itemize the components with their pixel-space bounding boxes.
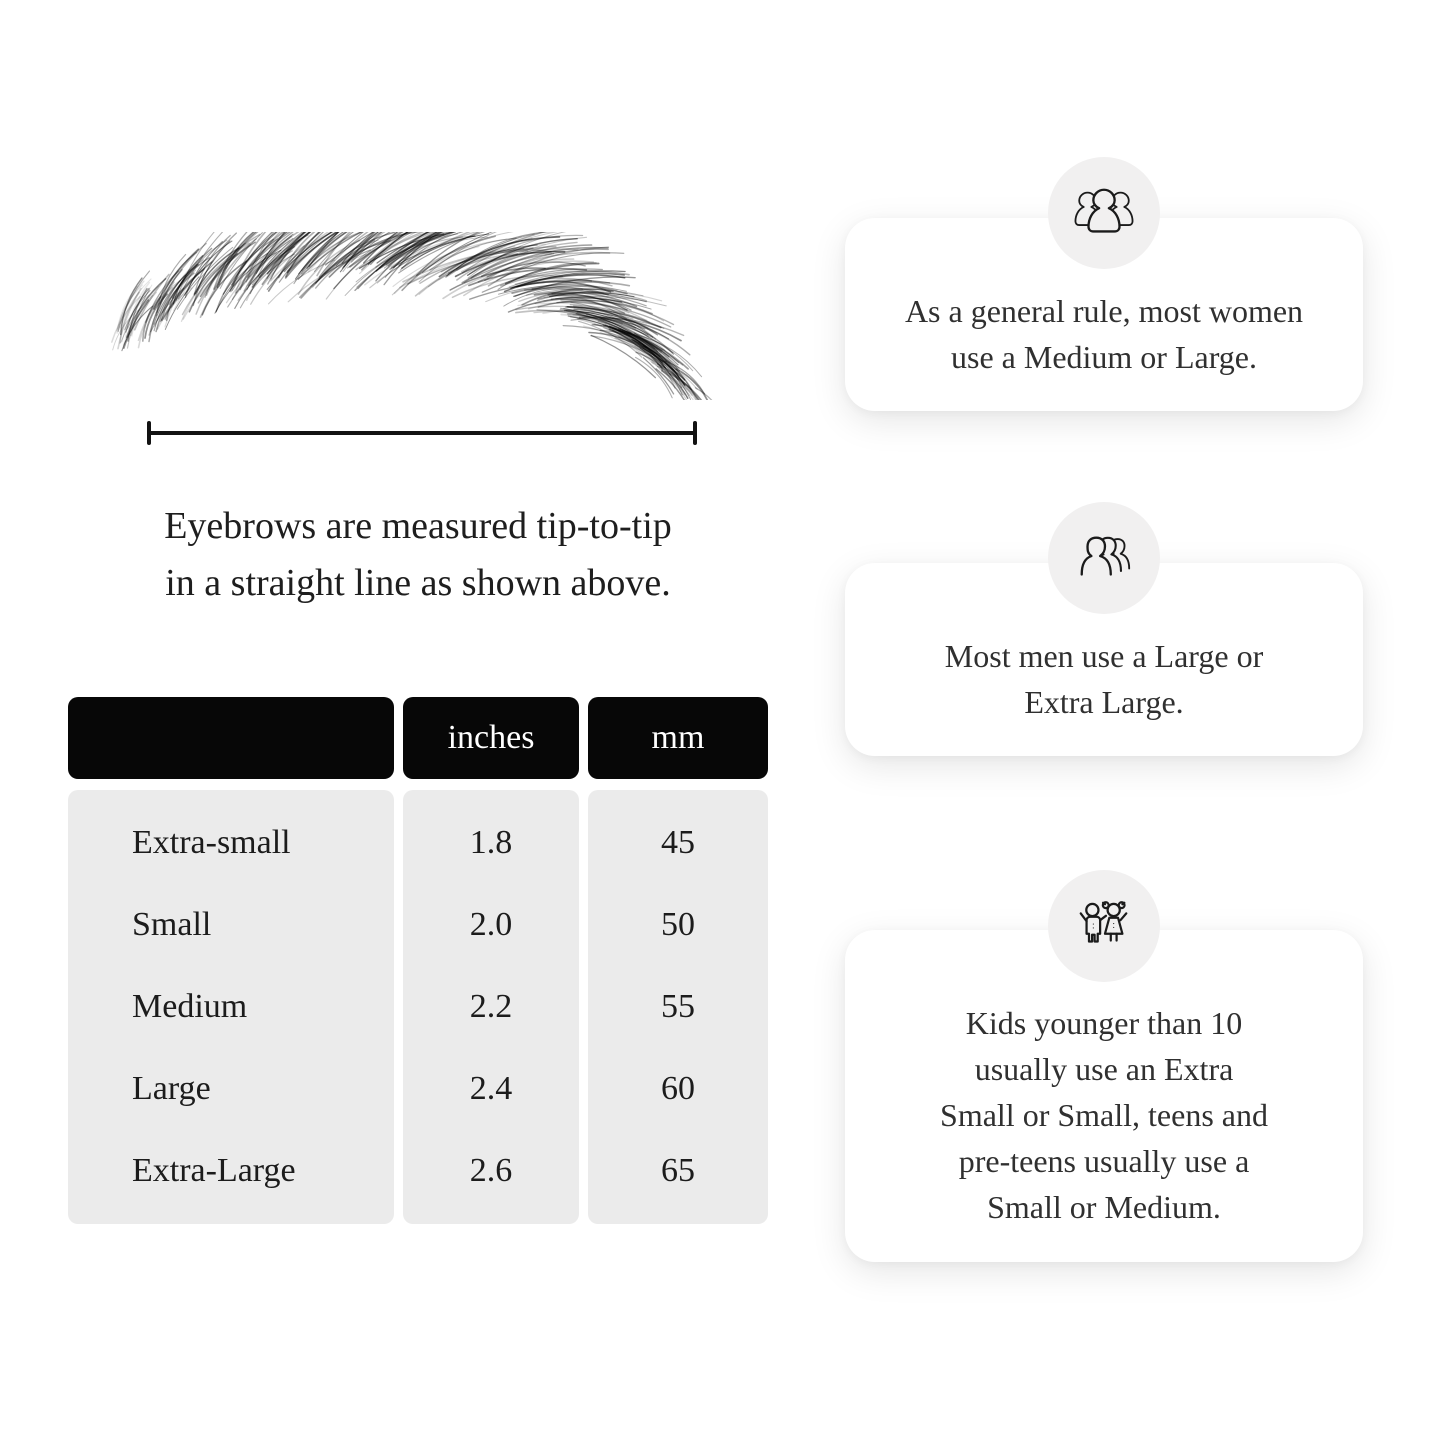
header-cell-inches: inches	[403, 697, 579, 779]
table-cell-label: Medium	[132, 988, 248, 1025]
table-cell-inches: 1.8	[469, 824, 513, 861]
header-cell-mm: mm	[588, 697, 768, 779]
card-text-line: usually use an Extra	[974, 1051, 1234, 1087]
card-kids-text	[845, 1000, 1363, 1230]
measurement-bar	[147, 431, 697, 435]
table-column-inches	[403, 790, 579, 1224]
header-cell-size	[68, 697, 394, 779]
card-text-line: Small or Medium.	[987, 1189, 1221, 1225]
table-cell-mm: 65	[661, 1152, 695, 1189]
table-cell-inches: 2.4	[469, 1070, 513, 1107]
table-cell-inches: 2.6	[469, 1152, 513, 1189]
table-column-mm	[588, 790, 768, 1224]
measurement-end-cap-right	[693, 421, 697, 445]
card-text-line: Extra Large.	[1024, 684, 1184, 720]
table-cell-label: Small	[132, 906, 212, 943]
card-text-line: Kids younger than 10	[965, 1005, 1243, 1041]
eyebrow-illustration	[105, 232, 715, 400]
table-cell-mm: 50	[661, 906, 695, 943]
table-cell-mm: 45	[661, 824, 695, 861]
caption-line: in a straight line as shown above.	[165, 562, 671, 604]
size-table-body	[68, 790, 768, 1224]
table-cell-mm: 55	[661, 988, 695, 1025]
caption-line: Eyebrows are measured tip-to-tip	[164, 505, 672, 547]
size-table-header	[68, 697, 768, 779]
card-text-line: As a general rule, most women	[904, 293, 1304, 329]
kids-icon	[1073, 895, 1135, 957]
measurement-line	[147, 421, 697, 445]
table-cell-inches: 2.2	[469, 988, 513, 1025]
group-women-icon	[1073, 182, 1135, 244]
card-kids-icon-circle	[1048, 870, 1160, 982]
table-cell-mm: 60	[661, 1070, 695, 1107]
table-cell-label: Extra-Large	[132, 1152, 296, 1189]
measurement-caption	[112, 498, 724, 612]
card-women-text	[845, 288, 1363, 380]
card-text-line: Most men use a Large or	[944, 638, 1264, 674]
card-text-line: Small or Small, teens and	[940, 1097, 1268, 1133]
card-text-line: pre-teens usually use a	[958, 1143, 1250, 1179]
size-table	[68, 697, 768, 1224]
card-text-line: use a Medium or Large.	[951, 339, 1257, 375]
card-men-icon-circle	[1048, 502, 1160, 614]
table-column-size	[68, 790, 394, 1224]
card-women-icon-circle	[1048, 157, 1160, 269]
table-cell-label: Extra-small	[132, 824, 291, 861]
table-cell-label: Large	[132, 1070, 211, 1107]
card-men-text	[845, 633, 1363, 725]
table-cell-inches: 2.0	[469, 906, 513, 943]
group-men-icon	[1073, 527, 1135, 589]
